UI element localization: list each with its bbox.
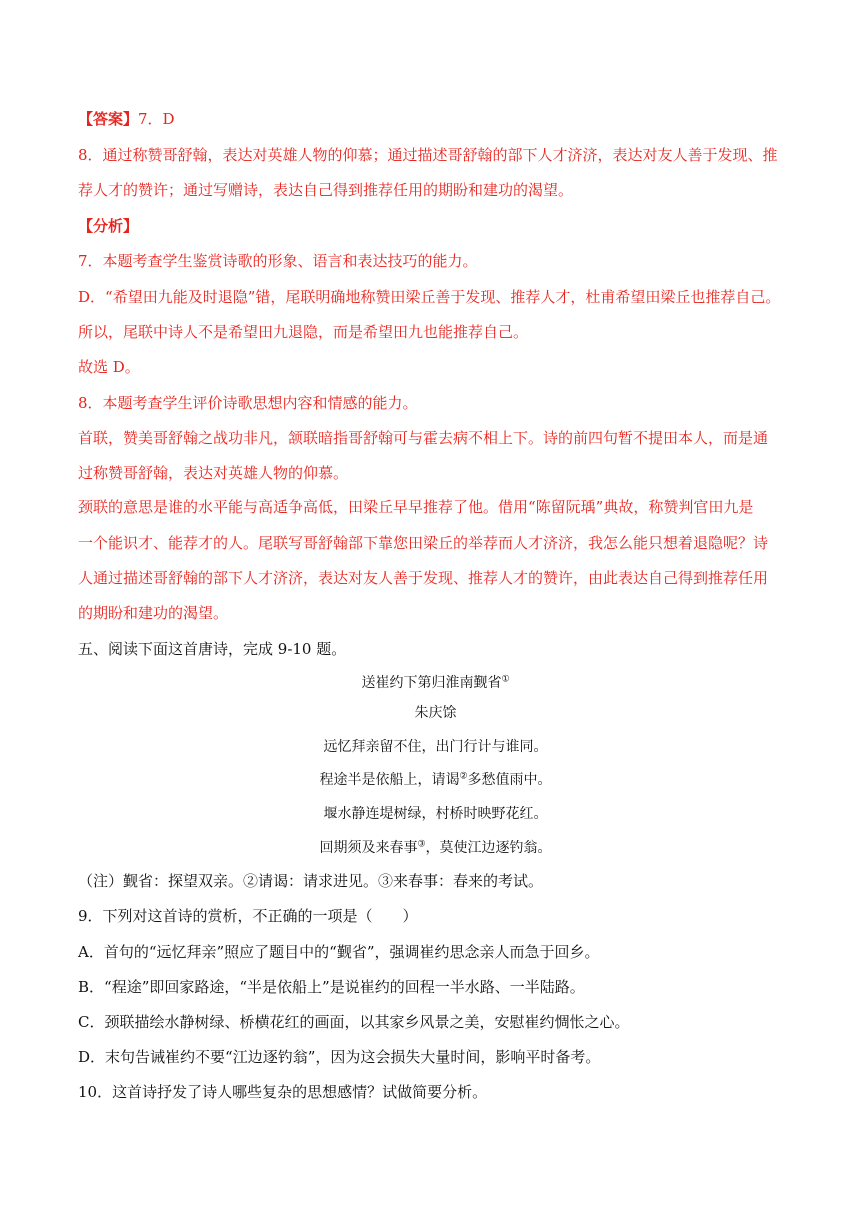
analysis-p8-para2-line1: 颈联的意思是谁的水平能与高适争高低，田梁丘早早推荐了他。借用“陈留阮瑀”典故，称赞判官田九是 [78, 498, 754, 516]
poem-line-2-note-marker: ② [459, 771, 468, 782]
poem-title-text: 送崔约下第归淮南觐省 [361, 675, 502, 691]
answer-line [78, 109, 175, 129]
poem-title [78, 673, 793, 693]
section5-heading: 五、阅读下面这首唐诗，完成 9-10 题。 [78, 640, 347, 658]
q9-option-b: B．“程途”即回家路途，“半是依船上”是说崔约的回程一半水路、一半陆路。 [78, 978, 585, 996]
analysis-p7-intro: 7．本题考查学生鉴赏诗歌的形象、语言和表达技巧的能力。 [78, 252, 478, 270]
analysis-p8-para2-line3: 人通过描述哥舒翰的部下人才济济，表达对友人善于发现、推荐人才的赞许，由此表达自己得到推荐任用 [78, 569, 769, 587]
q9-stem: 9．下列对这首诗的赏析，不正确的一项是（ ） [78, 907, 418, 925]
poem-line-4 [78, 838, 793, 858]
analysis-p8-para1-line2: 过称赞哥舒翰，表达对英雄人物的仰慕。 [78, 464, 349, 482]
answer-q8-line1: 8．通过称赞哥舒翰，表达对英雄人物的仰慕；通过描述哥舒翰的部下人才济济，表达对友人善于发现、推 [78, 146, 778, 164]
poem-line-2 [78, 770, 793, 790]
answer-label: 【答案】 [78, 110, 139, 128]
poem-line-4-a: 回期须及来春事 [319, 840, 418, 856]
analysis-p8-para2-line4: 的期盼和建功的渴望。 [78, 604, 229, 622]
poem-author: 朱庆馀 [414, 705, 457, 721]
poem-line-2-a: 程途半是依船上，请谒 [319, 772, 460, 788]
analysis-p7-d-line2: 所以，尾联中诗人不是希望田九退隐，而是希望田九也能推荐自己。 [78, 323, 529, 341]
poem-line-2-b: 多愁值雨中。 [467, 772, 552, 788]
poem-line-4-note-marker: ③ [417, 839, 426, 850]
poem-line-1: 远忆拜亲留不住，出门行计与谁同。 [323, 739, 548, 755]
analysis-p7-choice: 故选 D。 [78, 358, 140, 376]
q9-option-c: C．颈联描绘水静树绿、桥横花红的画面，以其家乡风景之美，安慰崔约惆怅之心。 [78, 1013, 630, 1031]
q9-option-a: A．首句的“远忆拜亲”照应了题目中的“觐省”，强调崔约思念亲人而急于回乡。 [78, 943, 600, 961]
poem-line-3: 堰水静连堤树绿，村桥时映野花红。 [323, 806, 548, 822]
poem-notes: （注）觐省：探望双亲。②请谒：请求进见。③来春事：春来的考试。 [78, 872, 544, 890]
poem-line-4-b: ，莫使江边逐钓翁。 [425, 840, 552, 856]
q9-option-d: D．末句告诫崔约不要“江边逐钓翁”，因为这会损失大量时间，影响平时备考。 [78, 1048, 601, 1066]
poem-title-note-marker: ① [501, 674, 510, 685]
analysis-p8-para1-line1: 首联，赞美哥舒翰之战功非凡，颔联暗指哥舒翰可与霍去病不相上下。诗的前四句暂不提田本人，而是通 [78, 429, 769, 447]
analysis-p8-intro: 8．本题考查学生评价诗歌思想内容和情感的能力。 [78, 394, 418, 412]
analysis-p8-para2-line2: 一个能识才、能荐才的人。尾联写哥舒翰部下靠您田梁丘的举荐而人才济济，我怎么能只想着退隐呢？诗 [78, 534, 769, 552]
analysis-p7-d-line1: D．“希望田九能及时退隐”错，尾联明确地称赞田梁丘善于发现、推荐人才，杜甫希望田梁丘也推荐自己。 [78, 288, 781, 306]
answer-q7: 7．D [138, 110, 175, 128]
answer-q8-line2: 荐人才的赞许；通过写赠诗，表达自己得到推荐任用的期盼和建功的渴望。 [78, 181, 574, 199]
q10-stem: 10．这首诗抒发了诗人哪些复杂的思想感情？试做简要分析。 [78, 1083, 488, 1101]
analysis-label: 【分析】 [78, 217, 139, 235]
